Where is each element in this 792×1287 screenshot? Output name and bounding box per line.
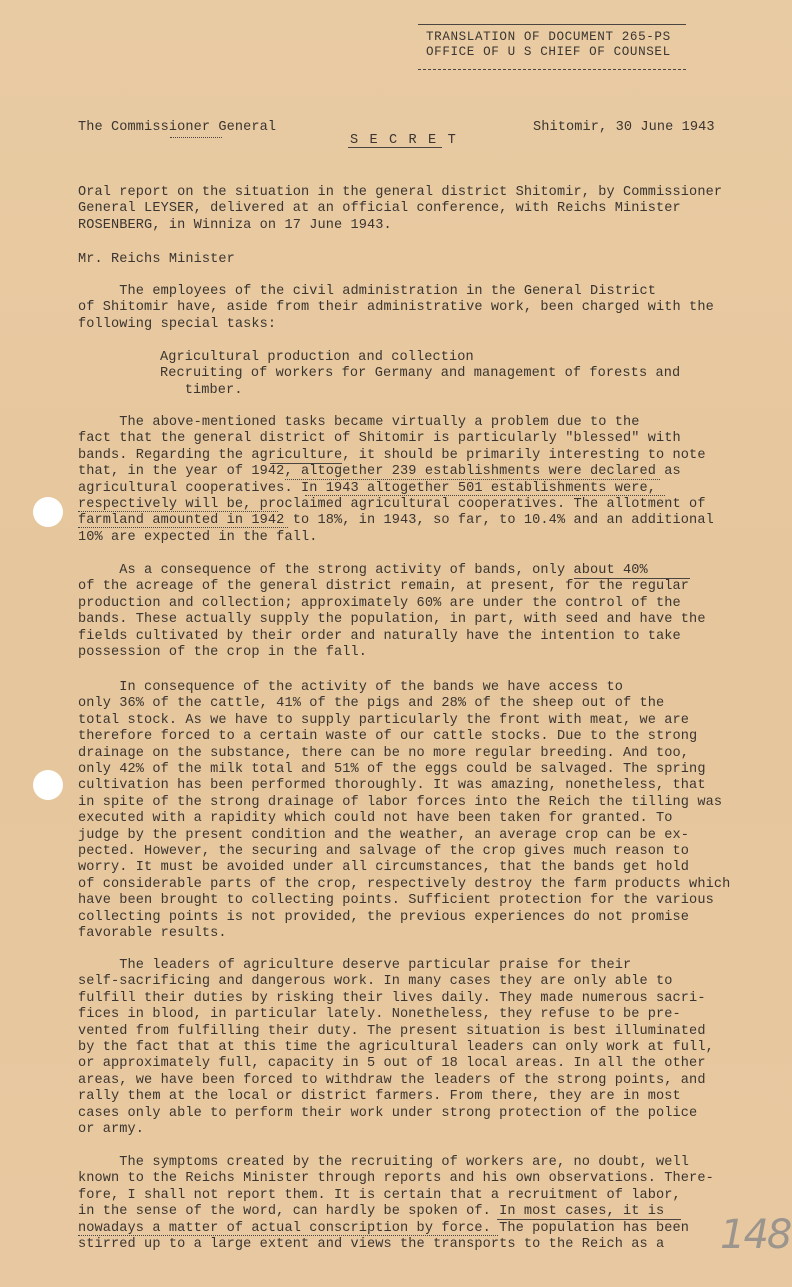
text-line: rally them at the local or district farmers. From there, they are in most (78, 1089, 681, 1105)
underline-farmland (78, 527, 288, 528)
text-line: production and collection; approximately 60% are under the control of the (78, 595, 681, 611)
text-line: The leaders of agriculture deserve particular praise for their (78, 958, 632, 973)
handwritten-page-number: 148 (720, 1212, 791, 1258)
text-line: or approximately full, capacity in 5 out of 18 local areas. In all the other (78, 1056, 706, 1072)
sender-underline-mark (170, 137, 222, 138)
text-line: following special tasks: (78, 316, 277, 332)
underline-establishments-1942 (285, 479, 660, 480)
text-line: of the acreage of the general district remain, at present, for the regular (78, 579, 690, 595)
text-line: agricultural cooperatives. In 1943 altogether 501 establishments were, (78, 480, 657, 496)
underline-in-most-cases (497, 1219, 681, 1220)
subject-block (78, 185, 722, 234)
text-line: The employees of the civil administration in the General District (78, 284, 657, 299)
text-line: cultivation has been performed thoroughly. It was amazing, nonetheless, that (78, 778, 706, 794)
text-line: of considerable parts of the crop, respectively destroy the farm products which (78, 876, 731, 892)
text-line: or army. (78, 1122, 145, 1138)
paragraph-1 (78, 284, 714, 333)
text-line: executed with a rapidity which could not have been taken for granted. To (78, 811, 673, 827)
place-date: Shitomir, 30 June 1943 (533, 120, 715, 135)
text-line: stirred up to a large extent and views the transports to the Reich as a (78, 1237, 665, 1253)
task-item: Agricultural production and collection (160, 350, 474, 365)
text-line: fact that the general district of Shitomir is particularly "blessed" with (78, 431, 681, 447)
text-line: favorable results. (78, 926, 227, 942)
text-line: self-sacrificing and dangerous work. In many cases they are only able to (78, 974, 673, 990)
text-line: bands. Regarding the agriculture, it should be primarily interesting to note (78, 447, 706, 463)
text-line: collecting points is not provided, the previous experiences do not promise (78, 909, 690, 925)
punch-hole-lower (33, 770, 63, 800)
text-line: fices in blood, in particular lately. Nonetheless, they refuse to be pre- (78, 1007, 681, 1023)
punch-hole-upper (33, 497, 63, 527)
underline-only-40 (574, 578, 690, 579)
underline-respectively (78, 511, 278, 512)
subject-line: General LEYSER, delivered at an official conference, with Reichs Minister (78, 201, 681, 217)
classification-underline (348, 147, 442, 148)
text-line: fore, I shall not report them. It is certain that a recruitment of labor, (78, 1187, 681, 1203)
text-line: by the fact that at this time the agricultural leaders can only work at full, (78, 1040, 714, 1056)
text-line: worry. It must be avoided under all circumstances, that the bands get hold (78, 860, 690, 876)
text-line: only 36% of the cattle, 41% of the pigs and 28% of the sheep out of the (78, 696, 665, 712)
translation-header-box (418, 24, 686, 70)
text-line: 10% are expected in the fall. (78, 529, 318, 545)
paragraph-4 (78, 680, 730, 943)
salutation: Mr. Reichs Minister (78, 252, 235, 267)
text-line: only 42% of the milk total and 51% of the eggs could be salvaged. The spring (78, 762, 706, 778)
text-line: drainage on the substance, there can be no more regular breeding. And too, (78, 745, 690, 761)
underline-establishments-1943 (305, 495, 665, 496)
text-line: fields cultivated by their order and naturally have the intention to take (78, 628, 681, 644)
text-line: The above-mentioned tasks became virtually a problem due to the (78, 415, 640, 430)
header-line-2: OFFICE OF U S CHIEF OF COUNSEL (426, 45, 671, 59)
text-line: areas, we have been forced to withdraw the leaders of the strong points, and (78, 1072, 706, 1088)
text-line: in the sense of the word, can hardly be spoken of. In most cases, it is (78, 1204, 665, 1220)
header-line-1: TRANSLATION OF DOCUMENT 265-PS (426, 30, 671, 44)
text-line: The symptoms created by the recruiting of workers are, no doubt, well (78, 1155, 690, 1170)
text-line: of Shitomir have, aside from their administrative work, been charged with the (78, 300, 714, 316)
underline-conscription (78, 1235, 498, 1236)
text-line: As a consequence of the strong activity of bands, only about 40% (78, 563, 648, 578)
text-line: judge by the present condition and the weather, an average crop can be ex- (78, 827, 690, 843)
text-line: total stock. As we have to supply particularly the front with meat, we are (78, 712, 690, 728)
text-line: bands. These actually supply the population, in part, with seed and have the (78, 612, 706, 628)
text-line: possession of the crop in the fall. (78, 645, 368, 661)
text-line: in spite of the strong drainage of labor forces into the Reich the tilling was (78, 794, 723, 810)
text-line: fulfill their duties by risking their lives daily. They made numerous sacri- (78, 990, 706, 1006)
underline-agriculture (270, 463, 342, 464)
text-line: nowadays a matter of actual conscription by force. The population has been (78, 1220, 690, 1236)
text-line: In consequence of the activity of the bands we have access to (78, 680, 623, 695)
subject-line: Oral report on the situation in the general district Shitomir, by Commissioner (78, 185, 723, 200)
text-line: respectively will be, proclaimed agricultural cooperatives. The allotment of (78, 497, 706, 513)
subject-line: ROSENBERG, in Winniza on 17 June 1943. (78, 217, 392, 233)
paragraph-5 (78, 958, 714, 1138)
sender: The Commissioner General (78, 120, 277, 135)
text-line: vented from fulfilling their duty. The present situation is best illuminated (78, 1023, 706, 1039)
text-line: cases only able to perform their work under strong protection of the police (78, 1105, 698, 1121)
task-item: Recruiting of workers for Germany and management of forests and (160, 366, 681, 382)
text-line: that, in the year of 1942, altogether 239 establishments were declared as (78, 464, 681, 480)
paragraph-6 (78, 1155, 714, 1253)
text-line: farmland amounted in 1942 to 18%, in 1943, so far, to 10.4% and an additional (78, 513, 714, 529)
text-line: therefore forced to a certain waste of our cattle stocks. Due to the strong (78, 729, 698, 745)
tasks-list (160, 350, 680, 399)
text-line: pected. However, the securing and salvage of the crop gives much reason to (78, 844, 690, 860)
text-line: known to the Reichs Minister through reports and his own observations. There- (78, 1171, 714, 1187)
task-item: timber. (160, 382, 243, 398)
text-line: have been brought to collecting points. Sufficient protection for the various (78, 893, 714, 909)
classification: S E C R E T (350, 133, 458, 148)
